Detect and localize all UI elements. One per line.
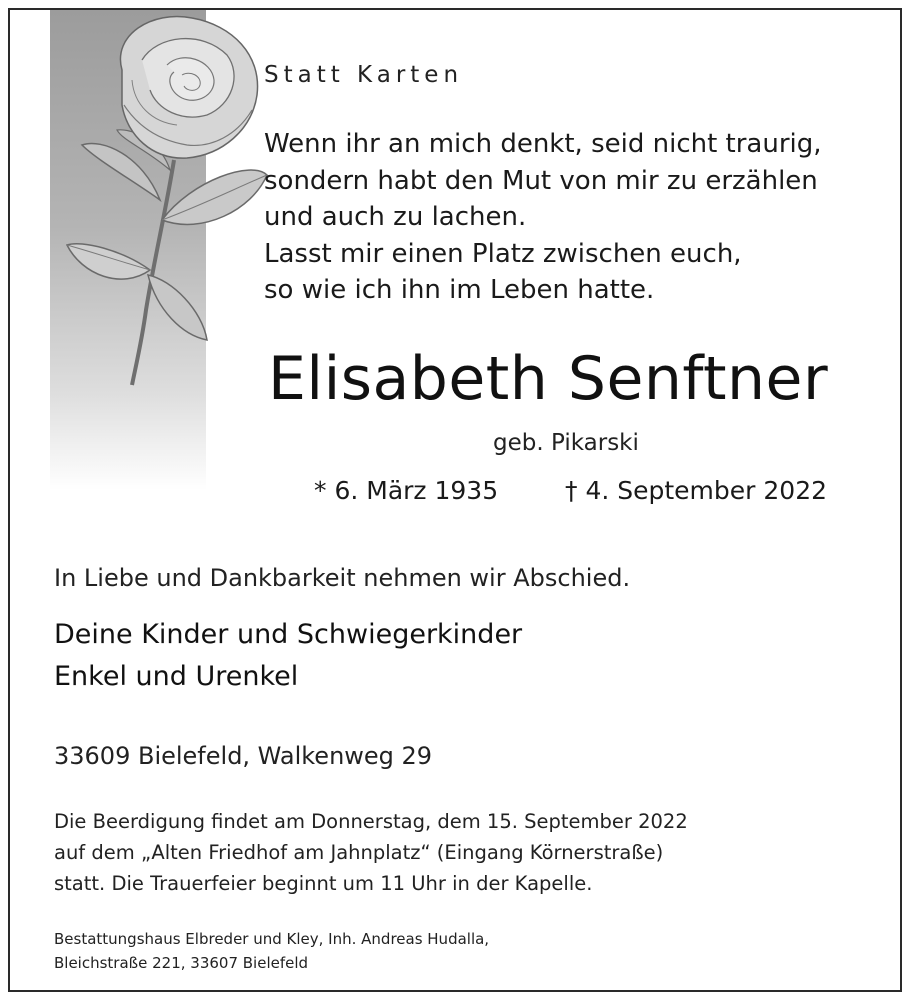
poem-line: Wenn ihr an mich denkt, seid nicht traurig, (264, 129, 822, 159)
poem-line: und auch zu lachen. (264, 202, 527, 232)
deceased-name: Elisabeth Senftner (268, 344, 829, 414)
rose-icon (62, 10, 272, 390)
mourner-line: Enkel und Urenkel (54, 661, 299, 692)
poem-line: sondern habt den Mut von mir zu erzählen (264, 165, 818, 196)
poem (264, 126, 822, 309)
mourners (54, 614, 522, 698)
mourner-line: Deine Kinder und Schwiegerkinder (54, 619, 523, 650)
death-date: † 4. September 2022 (565, 476, 827, 505)
funeral-line: Die Beerdigung findet am Donnerstag, dem 15. September 2022 (54, 810, 688, 833)
poem-line: so wie ich ihn im Leben hatte. (264, 275, 655, 305)
maiden-name: geb. Pikarski (493, 430, 639, 456)
poem-line: Lasst mir einen Platz zwischen euch, (264, 238, 742, 269)
funeral-info (54, 806, 688, 899)
undertaker-line: Bleichstraße 221, 33607 Bielefeld (54, 954, 309, 972)
birth-date: * 6. März 1935 (314, 476, 499, 505)
undertaker-info (54, 927, 489, 975)
funeral-line: auf dem „Alten Friedhof am Jahnplatz“ (Eingang Körnerstraße) (54, 841, 664, 864)
undertaker-line: Bestattungshaus Elbreder und Kley, Inh. Andreas Hudalla, (54, 930, 490, 948)
obituary-frame (8, 8, 902, 992)
address: 33609 Bielefeld, Walkenweg 29 (54, 742, 433, 770)
funeral-line: statt. Die Trauerfeier beginnt um 11 Uhr in der Kapelle. (54, 872, 593, 895)
statt-karten-label: Statt Karten (264, 62, 464, 88)
rose-background-band (50, 10, 206, 490)
farewell-text: In Liebe und Dankbarkeit nehmen wir Abschied. (54, 564, 631, 592)
